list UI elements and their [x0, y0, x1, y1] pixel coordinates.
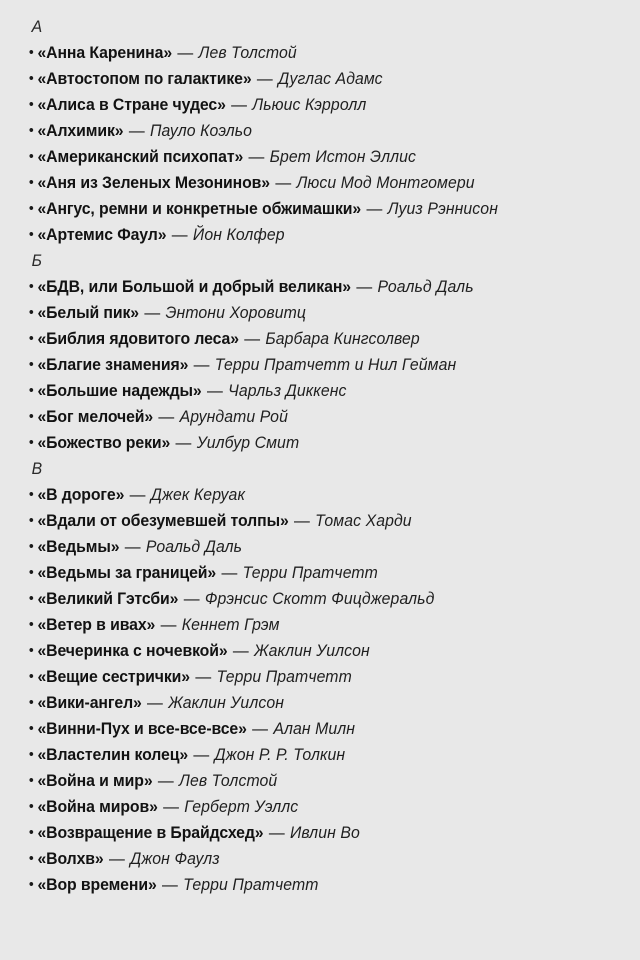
section-letter-heading: Б: [31, 251, 43, 270]
book-title: «Властелин колец»: [37, 745, 189, 764]
book-entry: [0, 560, 595, 586]
book-author: Барбара Кингсолвер: [265, 329, 420, 348]
book-entry: [0, 846, 595, 872]
book-entry: [0, 66, 595, 92]
book-entry: [0, 534, 595, 560]
book-author: Кеннет Грэм: [181, 615, 280, 634]
title-author-separator: —: [147, 693, 163, 712]
title-author-separator: —: [268, 823, 285, 842]
book-entry: [0, 872, 595, 898]
book-title: «Белый пик»: [37, 303, 140, 322]
book-author: Фрэнсис Скотт Фицджеральд: [204, 589, 435, 608]
bullet-icon: •: [28, 486, 34, 503]
book-author: Брет Истон Эллис: [269, 147, 417, 166]
bullet-icon: •: [28, 824, 34, 841]
book-title: «Алиса в Стране чудес»: [37, 95, 226, 114]
book-title: «Ангус, ремни и конкретные обжимашки»: [37, 199, 362, 218]
bullet-icon: •: [28, 642, 34, 659]
bullet-icon: •: [28, 512, 34, 529]
bullet-icon: •: [28, 772, 34, 789]
book-author: Алан Милн: [273, 719, 356, 738]
book-title: «Ведьмы»: [37, 537, 120, 556]
bullet-icon: •: [28, 668, 34, 685]
book-author: Герберт Уэллс: [184, 797, 299, 816]
bullet-icon: •: [28, 616, 34, 633]
title-author-separator: —: [231, 95, 247, 114]
bullet-icon: •: [28, 226, 34, 243]
book-author: Джек Керуак: [150, 485, 246, 504]
title-author-separator: —: [183, 589, 200, 608]
book-entry: [0, 222, 595, 248]
bullet-icon: •: [28, 694, 34, 711]
title-author-separator: —: [221, 563, 238, 582]
book-title: «Артемис Фаул»: [37, 225, 167, 244]
title-author-separator: —: [193, 355, 210, 374]
bullet-icon: •: [28, 330, 34, 347]
book-title: «Бог мелочей»: [37, 407, 154, 426]
book-title: «Аня из Зеленых Мезонинов»: [37, 173, 271, 192]
book-title: «Вечеринка с ночевкой»: [37, 641, 228, 660]
title-author-separator: —: [108, 849, 125, 868]
book-title: «Война миров»: [37, 797, 158, 816]
book-author: Лев Толстой: [179, 771, 278, 790]
bullet-icon: •: [28, 408, 34, 425]
book-entry: [0, 378, 595, 404]
book-title: «Вики-ангел»: [37, 693, 142, 712]
title-author-separator: —: [256, 69, 273, 88]
book-entry: [0, 352, 595, 378]
book-title: «Великий Гэтсби»: [37, 589, 179, 608]
bullet-icon: •: [28, 538, 34, 555]
title-author-separator: —: [294, 511, 310, 530]
book-entry: [0, 690, 595, 716]
book-author: Жаклин Уилсон: [254, 641, 370, 660]
title-author-separator: —: [248, 147, 265, 166]
title-author-separator: —: [128, 121, 145, 140]
bullet-icon: •: [28, 70, 34, 87]
book-title: «Божество реки»: [37, 433, 171, 452]
book-entry: [0, 586, 595, 612]
book-author: Роальд Даль: [145, 537, 243, 556]
title-author-separator: —: [124, 537, 141, 556]
bullet-icon: •: [28, 434, 34, 451]
book-entry: [0, 144, 595, 170]
title-author-separator: —: [275, 173, 292, 192]
book-title: «Анна Каренина»: [37, 43, 173, 62]
book-title: «Ведьмы за границей»: [37, 563, 217, 582]
book-author: Энтони Хоровитц: [165, 303, 307, 322]
book-author: Жаклин Уилсон: [168, 693, 285, 712]
book-author: Терри Пратчетт: [183, 875, 319, 894]
book-author: Уилбур Смит: [196, 433, 300, 452]
bullet-icon: •: [28, 720, 34, 737]
book-entry: [0, 508, 595, 534]
bullet-icon: •: [28, 148, 34, 165]
book-title: «Благие знамения»: [37, 355, 189, 374]
book-title: «Война и мир»: [37, 771, 153, 790]
bullet-icon: •: [28, 200, 34, 217]
book-title: «Вор времени»: [37, 875, 157, 894]
book-title: «Винни-Пух и все-все-все»: [37, 719, 247, 738]
title-author-separator: —: [232, 641, 249, 660]
book-title: «Библия ядовитого леса»: [37, 329, 239, 348]
book-entry: [0, 638, 595, 664]
book-entry: [0, 820, 595, 846]
bullet-icon: •: [28, 304, 34, 321]
book-entry: [0, 768, 595, 794]
title-author-separator: —: [157, 771, 174, 790]
title-author-separator: —: [163, 797, 179, 816]
book-entry: [0, 40, 595, 66]
bullet-icon: •: [28, 96, 34, 113]
book-entry: [0, 430, 595, 456]
section-letter-heading: В: [31, 459, 43, 478]
book-title: «Автостопом по галактике»: [37, 69, 252, 88]
title-author-separator: —: [177, 43, 194, 62]
book-author: Арундати Рой: [179, 407, 288, 426]
bullet-icon: •: [28, 564, 34, 581]
title-author-separator: —: [195, 667, 212, 686]
book-entry-list: [0, 482, 640, 898]
book-title: «В дороге»: [37, 485, 125, 504]
title-author-separator: —: [252, 719, 268, 738]
book-title: «Вдали от обезумевшей толпы»: [37, 511, 289, 530]
bullet-icon: •: [28, 590, 34, 607]
book-entry: [0, 92, 595, 118]
book-author: Джон Фаулз: [130, 849, 220, 868]
book-entry: [0, 482, 595, 508]
book-author: Льюис Кэрролл: [252, 95, 367, 114]
book-entry: [0, 664, 595, 690]
book-title: «Большие надежды»: [37, 381, 202, 400]
title-author-separator: —: [144, 303, 161, 322]
title-author-separator: —: [206, 381, 223, 400]
book-title: «Алхимик»: [37, 121, 124, 140]
book-title: «Американский психопат»: [37, 147, 244, 166]
bullet-icon: •: [28, 278, 34, 295]
book-entry: [0, 794, 595, 820]
title-author-separator: —: [244, 329, 261, 348]
title-author-separator: —: [356, 277, 373, 296]
book-author: Ивлин Во: [289, 823, 360, 842]
bullet-icon: •: [28, 122, 34, 139]
book-entry-list: [0, 40, 640, 248]
book-author: Терри Пратчетт и Нил Гейман: [214, 355, 457, 374]
book-author: Томас Харди: [315, 511, 412, 530]
book-author: Дуглас Адамс: [278, 69, 383, 88]
bullet-icon: •: [28, 850, 34, 867]
book-title: «Ветер в ивах»: [37, 615, 156, 634]
book-author: Люси Мод Монтгомери: [296, 173, 475, 192]
book-entry: [0, 300, 595, 326]
book-entry: [0, 274, 595, 300]
book-author: Пауло Коэльо: [149, 121, 253, 140]
title-author-separator: —: [193, 745, 210, 764]
book-author: Луиз Рэннисон: [387, 199, 499, 218]
title-author-separator: —: [129, 485, 146, 504]
bullet-icon: •: [28, 44, 34, 61]
book-entry: [0, 170, 595, 196]
book-author: Терри Пратчетт: [242, 563, 378, 582]
title-author-separator: —: [158, 407, 175, 426]
book-entry: [0, 716, 595, 742]
title-author-separator: —: [162, 875, 178, 894]
bullet-icon: •: [28, 746, 34, 763]
book-title: «Возвращение в Брайдсхед»: [37, 823, 264, 842]
book-title: «БДВ, или Большой и добрый великан»: [37, 277, 351, 296]
title-author-separator: —: [160, 615, 177, 634]
book-entry: [0, 404, 595, 430]
book-entry: [0, 612, 595, 638]
book-entry-list: [0, 274, 640, 456]
bullet-icon: •: [28, 798, 34, 815]
book-entry: [0, 326, 595, 352]
section-letter-heading: А: [31, 17, 43, 36]
book-entry: [0, 742, 595, 768]
book-author: Роальд Даль: [377, 277, 474, 296]
book-author: Лев Толстой: [198, 43, 297, 62]
title-author-separator: —: [366, 199, 383, 218]
book-entry: [0, 118, 595, 144]
book-author: Йон Колфер: [192, 225, 285, 244]
book-author: Чарльз Диккенс: [228, 381, 347, 400]
bullet-icon: •: [28, 382, 34, 399]
book-entry: [0, 196, 595, 222]
bullet-icon: •: [28, 876, 34, 893]
title-author-separator: —: [171, 225, 188, 244]
book-title: «Волхв»: [37, 849, 104, 868]
bullet-icon: •: [28, 174, 34, 191]
bullet-icon: •: [28, 356, 34, 373]
book-title: «Вещие сестрички»: [37, 667, 191, 686]
book-author: Джон Р. Р. Толкин: [214, 745, 346, 764]
book-author: Терри Пратчетт: [216, 667, 352, 686]
title-author-separator: —: [175, 433, 192, 452]
